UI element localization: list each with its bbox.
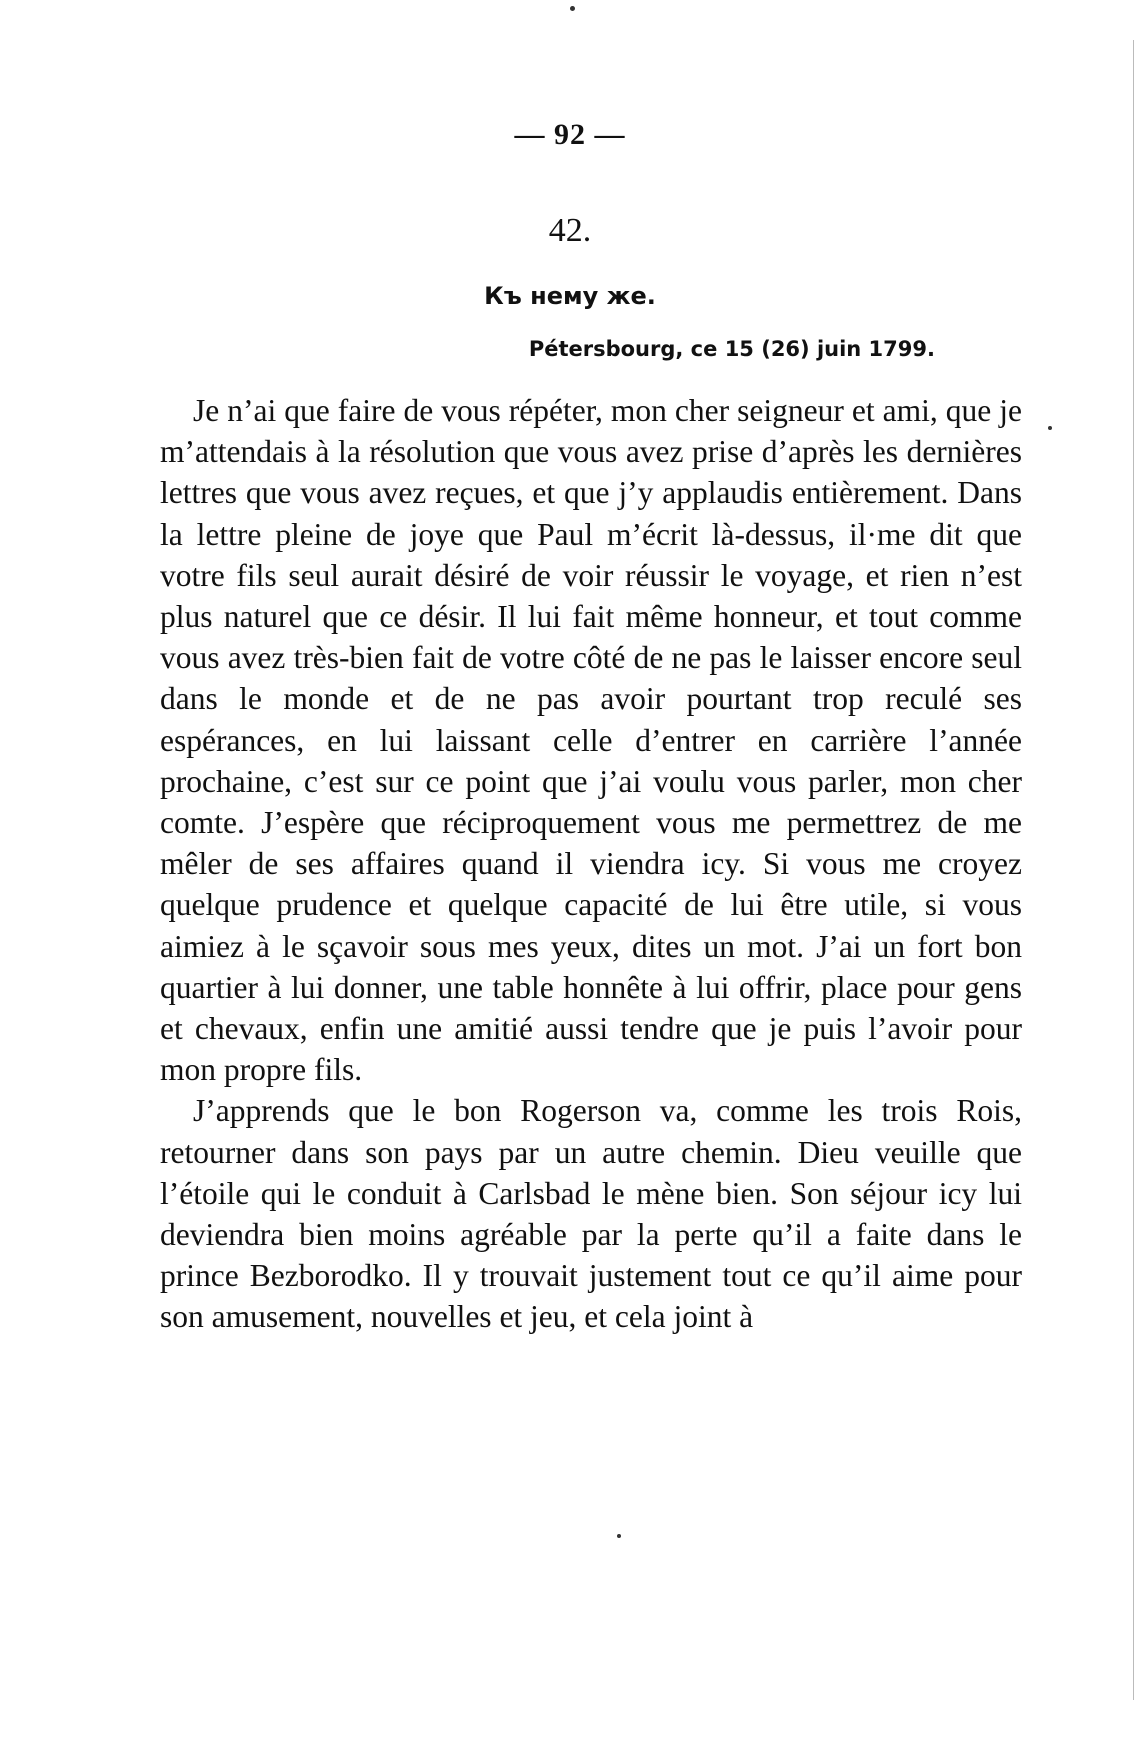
paragraph-2: J’apprends que le bon Rogerson va, comme les trois Rois, retourner dans son pays par un autre chemin. Dieu veuille que l’étoile qui le conduit à Carlsbad le mène bien. Son séjour icy lui deviendra bien moins agréable par la perte qu’il a faite dans le prince Bezborodko. Il y trouvait justement tout ce qu’il aime pour son amusement, nouvelles et jeu, et cela joint à — [160, 1093, 1022, 1335]
scan-speck — [1048, 426, 1052, 430]
letter-recipient: Къ нему же. — [484, 282, 656, 310]
scan-speck — [570, 6, 575, 11]
letter-dateline: Pétersbourg, ce 15 (26) juin 1799. — [528, 337, 935, 361]
scan-edge-line — [1133, 40, 1134, 1700]
letter-number: 42. — [548, 212, 592, 249]
page-number: — 92 — — [514, 118, 626, 151]
scan-speck — [617, 1534, 621, 1538]
letter-body — [160, 390, 1022, 1338]
paragraph-1: Je n’ai que faire de vous répéter, mon cher seigneur et ami, que je m’attendais à la résolution que vous avez prise d’après les dernières lettres que vous avez reçues, et que j’y applaudis entièrement. Dans la lettre pleine de joye que Paul m’écrit là-dessus, il·me dit que votre fils seul aurait désiré de voir réussir le voyage, et rien n’est plus naturel que ce désir. Il lui fait même honneur, et tout comme vous avez très-bien fait de votre côté de ne pas le laisser encore seul dans le monde et de ne pas avoir pourtant trop reculé ses espérances, en lui laissant celle d’entrer en carrière l’année prochaine, c’est sur ce point que j’ai voulu vous parler, mon cher comte. J’espère que réciproquement vous me permettrez de me mêler de ses affaires quand il viendra icy. Si vous me croyez quelque prudence et quelque capacité de lui être utile, si vous aimiez à le sçavoir sous mes yeux, dites un mot. J’ai un fort bon quartier à lui donner, une table honnête à lui offrir, place pour gens et chevaux, enfin une amitié aussi tendre que je puis l’avoir pour mon propre fils. — [160, 393, 1022, 1088]
